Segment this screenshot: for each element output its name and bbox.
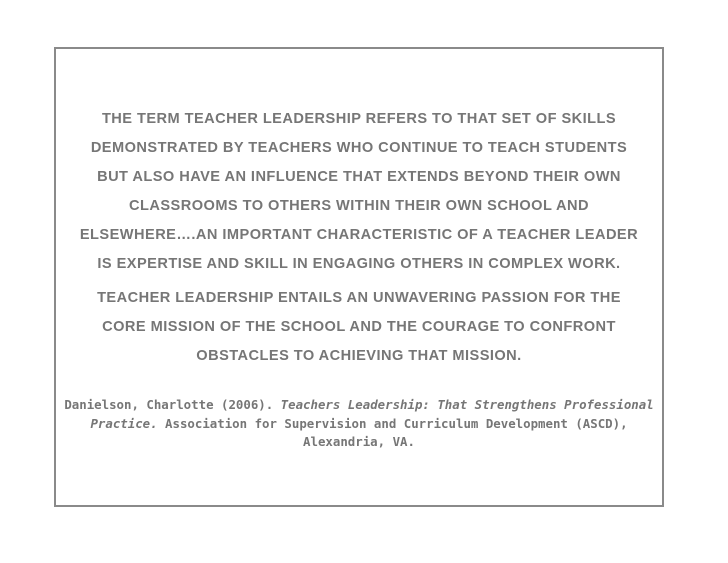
citation-location: Alexandria, VA. [303,434,415,449]
quote-line: CORE MISSION OF THE SCHOOL AND THE COURAGE TO CONFRONT [102,319,616,335]
quote-block [56,105,662,371]
quote-line: DEMONSTRATED BY TEACHERS WHO CONTINUE TO TEACH STUDENTS [90,140,628,156]
citation-line-1 [56,396,662,415]
quote-line: ELSEWHERE….AN IMPORTANT CHARACTERISTIC OF A TEACHER LEADER [79,227,639,243]
citation [56,396,662,452]
citation-line-2 [56,415,662,434]
citation-title-continued: Practice. [90,415,158,431]
quote-line: IS EXPERTISE AND SKILL IN ENGAGING OTHERS IN COMPLEX WORK. [97,256,621,272]
quote-paragraph-1 [56,105,662,279]
citation-publisher: Association for Supervision and Curriculum Development (ASCD), [165,415,628,431]
citation-title: Teachers Leadership: That Strengthens Professional [280,397,654,412]
quote-line: CLASSROOMS TO OTHERS WITHIN THEIR OWN SCHOOL AND [129,198,589,214]
quote-line: BUT ALSO HAVE AN INFLUENCE THAT EXTENDS BEYOND THEIR OWN [97,169,621,185]
quote-line: OBSTACLES TO ACHIEVING THAT MISSION. [196,348,522,364]
citation-author: Danielson, Charlotte (2006). [64,397,274,412]
quote-paragraph-2 [56,284,662,371]
quote-line: THE TERM TEACHER LEADERSHIP REFERS TO THAT SET OF SKILLS [101,111,617,127]
quote-line: TEACHER LEADERSHIP ENTAILS AN UNWAVERING PASSION FOR THE [97,290,621,306]
